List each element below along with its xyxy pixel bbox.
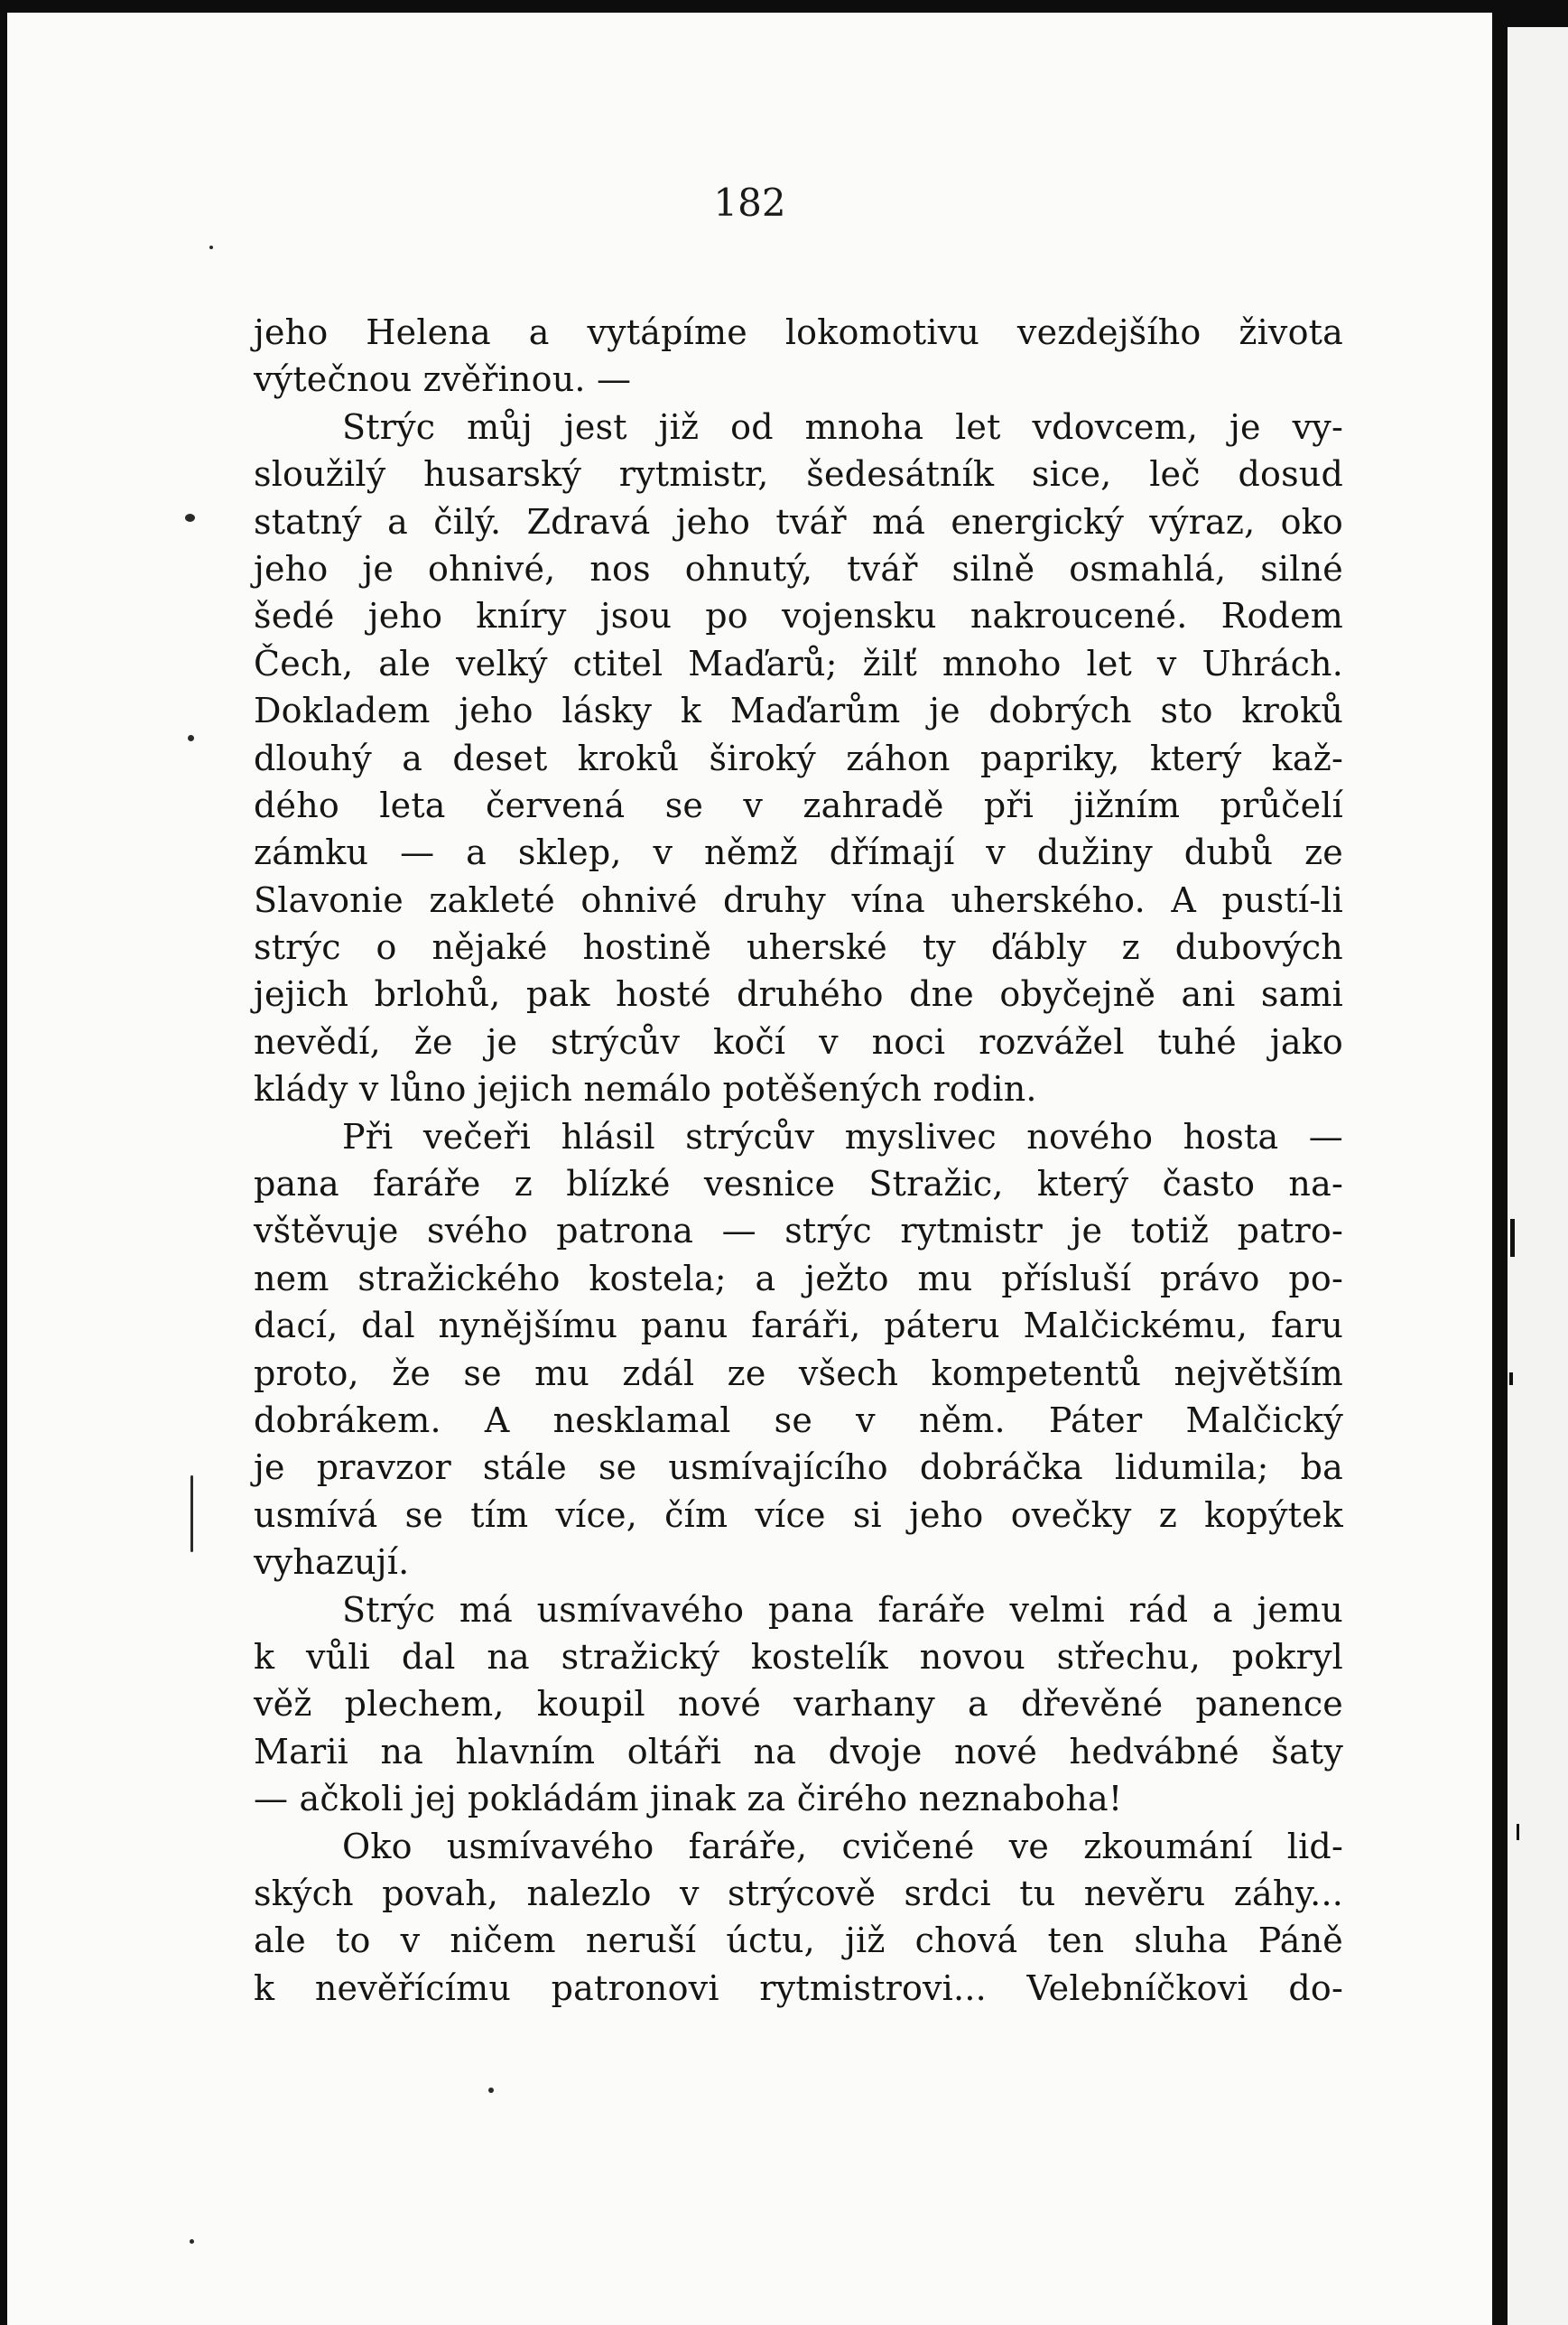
adjacent-page-edge [1508, 27, 1568, 2325]
text-line: nevědí, že je strýcův kočí v noci rozvážel tuhé jako [254, 1021, 1343, 1062]
text-line: sloužilý husarský rytmistr, šedesátník sice, leč dosud [254, 454, 1343, 495]
text-line: ale to v ničem neruší úctu, již chová ten sluha Páně [254, 1920, 1343, 1961]
ink-speck [188, 735, 194, 741]
ink-mark [190, 1475, 193, 1552]
text-line: ských povah, nalezlo v strýcově srdci tu nevěru záhy... [254, 1873, 1343, 1913]
ink-speck [185, 514, 195, 522]
edge-mark [1517, 1824, 1519, 1840]
text-line: statný a čilý. Zdravá jeho tvář má energický výraz, oko [254, 501, 1343, 542]
text-line: pana faráře z blízké vesnice Stražic, který často na- [254, 1164, 1343, 1204]
text-line: vyhazují. [254, 1542, 410, 1583]
text-line: k nevěřícímu patronovi rytmistrovi... Velebníčkovi do- [254, 1967, 1343, 2008]
text-line: vštěvuje svého patrona — strýc rytmistr je totiž patro- [254, 1211, 1343, 1251]
text-line: výtečnou zvěřinou. — [254, 359, 632, 400]
text-line: je pravzor stále se usmívajícího dobráčka lidumila; ba [254, 1447, 1343, 1488]
text-line: — ačkoli jej pokládám jinak za čirého neznaboha! [254, 1779, 1123, 1819]
text-line: jeho Helena a vytápíme lokomotivu vezdejšího života [254, 312, 1343, 352]
edge-mark [1509, 1372, 1513, 1385]
text-line: Strýc můj jest již od mnoha let vdovcem, je vy- [342, 406, 1343, 447]
text-line: věž plechem, koupil nové varhany a dřevěné panence [254, 1684, 1343, 1725]
body-text [254, 309, 1343, 2012]
book-page [7, 13, 1492, 2325]
text-line: nem stražického kostela; a ježto mu přísluší právo po- [254, 1258, 1343, 1298]
text-line: usmívá se tím více, čím více si jeho ovečky z kopýtek [254, 1494, 1343, 1535]
ink-speck [209, 246, 213, 249]
text-line: Při večeři hlásil strýcův myslivec nového hosta — [342, 1116, 1343, 1157]
ink-speck [488, 2088, 494, 2093]
book-gutter-shadow [1492, 0, 1508, 2325]
text-line: Dokladem jeho lásky k Maďarům je dobrých sto kroků [254, 691, 1343, 731]
text-line: Strýc má usmívavého pana faráře velmi rád a jemu [342, 1589, 1343, 1630]
text-line: jejich brlohů, pak hosté druhého dne obyčejně ani sami [254, 974, 1343, 1015]
text-line: dací, dal nynějšímu panu faráři, páteru Malčickému, faru [254, 1306, 1343, 1346]
text-line: Čech, ale velký ctitel Maďarů; žilť mnoho let v Uhrách. [254, 643, 1343, 684]
text-line: zámku — a sklep, v němž dřímají v dužiny dubů ze [254, 832, 1343, 873]
text-line: jeho je ohnivé, nos ohnutý, tvář silně osmahlá, silné [254, 548, 1343, 589]
text-line: Marii na hlavním oltáři na dvoje nové hedvábné šaty [254, 1731, 1343, 1772]
text-line: dého leta červená se v zahradě při jižním průčelí [254, 785, 1343, 825]
page-number: 182 [713, 181, 786, 225]
text-line: šedé jeho kníry jsou po vojensku nakroucené. Rodem [254, 596, 1343, 637]
text-line: strýc o nějaké hostině uherské ty ďábly z dubových [254, 927, 1343, 968]
text-line: Slavonie zakleté ohnivé druhy vína uherského. A pustí-li [254, 879, 1343, 920]
ink-speck [190, 2239, 194, 2244]
text-line: dobrákem. A nesklamal se v něm. Páter Malčický [254, 1400, 1343, 1440]
text-line: dlouhý a deset kroků široký záhon papriky, který kaž- [254, 738, 1343, 778]
text-line: k vůli dal na stražický kostelík novou střechu, pokryl [254, 1636, 1343, 1677]
text-line: Oko usmívavého faráře, cvičené ve zkoumání lid- [342, 1826, 1343, 1866]
text-line: klády v lůno jejich nemálo potěšených rodin. [254, 1069, 1037, 1110]
text-line: proto, že se mu zdál ze všech kompetentů největším [254, 1353, 1343, 1393]
edge-mark [1510, 1219, 1515, 1257]
